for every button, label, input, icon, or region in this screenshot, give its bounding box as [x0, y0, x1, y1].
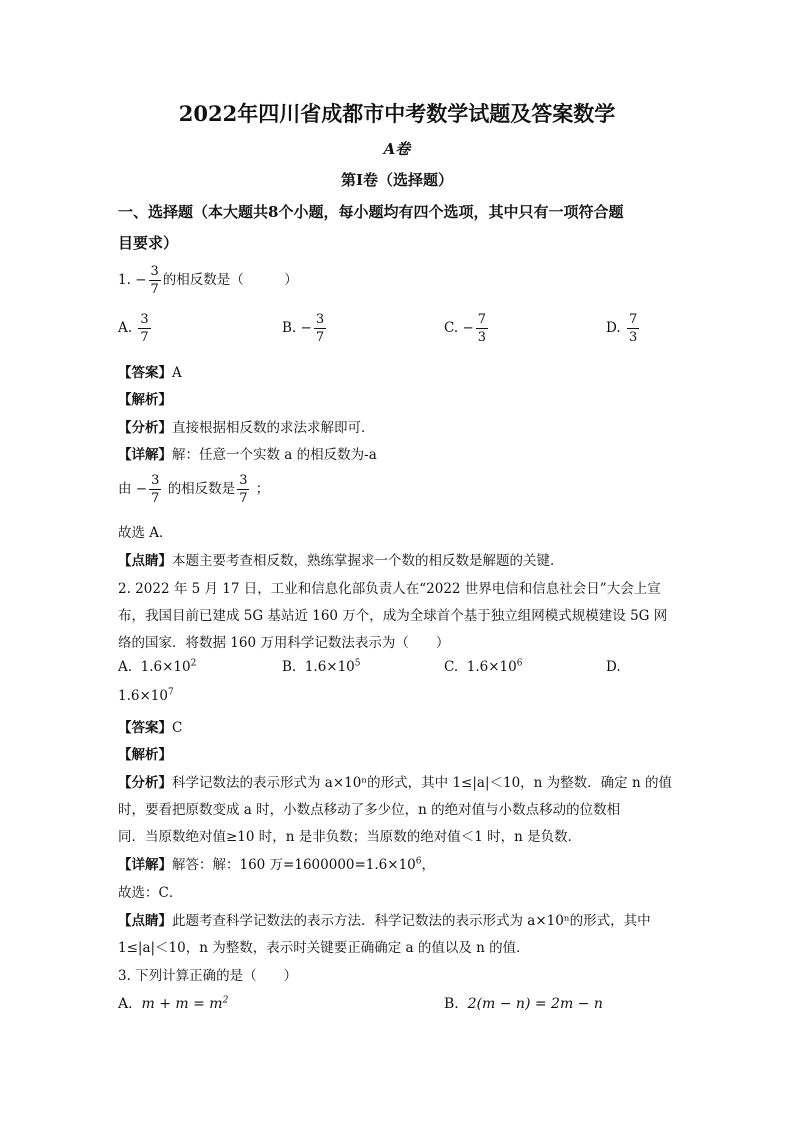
q1-frac-sign: −	[135, 272, 147, 288]
q1-stem-tail: 的相反数是（ ）	[162, 272, 298, 288]
q1-option-d: D. $\frac{7}{3}$	[606, 312, 638, 345]
q1-answer: 【答案】A	[118, 365, 182, 381]
q1-xiangjie: 【详解】解：任意一个实数 a 的相反数为-a	[118, 447, 377, 463]
q1-jiexi: 【解析】	[118, 392, 172, 408]
q2-fenxi-line1: 【分析】科学记数法的表示形式为 a×10ⁿ的形式，其中 1≤|a|＜10，n 为整数．确定 n 的值	[118, 775, 672, 791]
q2-option-d-label: D.	[606, 659, 621, 675]
q1-step: 由 − $\frac{3}{7}$ 的相反数是 $\frac{3}{7}$ ；	[118, 473, 270, 506]
q1-stem	[118, 265, 298, 296]
q1-option-b: B. − $\frac{3}{7}$	[282, 312, 325, 345]
q2-dianjing-line2: 1≤|a|＜10，n 为整数，表示时关键要正确确定 a 的值以及 n 的值．	[118, 940, 530, 956]
q2-choose: 故选：C．	[118, 885, 183, 901]
q1-fenxi: 【分析】直接根据相反数的求法求解即可．	[118, 420, 375, 436]
section-heading-line2: 目要求）	[118, 234, 179, 252]
q2-xiangjie: 【详解】解答：解：160 万$=1600000=1.6\times 10^6$，	[118, 856, 435, 873]
q2-answer: 【答案】C	[118, 720, 183, 736]
q2-fenxi-line3: 同．当原数绝对值≥10 时，n 是非负数；当原数的绝对值＜1 时，n 是负数．	[118, 829, 582, 845]
q3-option-b: B. 2(m − n) = 2m − n	[444, 996, 603, 1012]
q1-number: 1.	[118, 272, 131, 288]
q2-stem-line3: 络的国家．将数据 160 万用科学记数法表示为（ ）	[118, 635, 450, 651]
q2-option-a: A. $1.6\times 10^2$	[118, 658, 197, 675]
q2-option-c: C. $1.6\times 10^6$	[444, 658, 523, 675]
q1-fraction: $\frac{3}{7}$	[150, 264, 159, 297]
q1-dianjing: 【点睛】本题主要考查相反数，熟练掌握求一个数的相反数是解题的关键．	[118, 553, 564, 569]
q2-fenxi-line2: 时，要看把原数变成 a 时，小数点移动了多少位，n 的绝对值与小数点移动的位数相	[118, 802, 621, 818]
q1-choose: 故选 A．	[118, 525, 173, 541]
q3-stem: 3. 下列计算正确的是（ ）	[118, 968, 298, 984]
section-heading-line1: 一、选择题（本大题共8个小题，每小题均有四个选项，其中只有一项符合题	[118, 203, 624, 221]
q2-stem-line1: 2. 2022 年 5 月 17 日，工业和信息化部负责人在“2022 世界电信和信息社会日”大会上宣	[118, 581, 661, 597]
q2-jiexi: 【解析】	[118, 747, 172, 763]
page-title: 2022年四川省成都市中考数学试题及答案数学	[178, 101, 616, 126]
q2-stem-line2: 布，我国目前已建成 5G 基站近 160 万个，成为全球首个基于独立组网模式规模建设 5G 网	[118, 608, 668, 624]
q2-option-d-value: $1.6\times 10^7$	[118, 687, 174, 704]
q3-option-a: A. $m + m = m^2$	[118, 995, 229, 1012]
volume-label: A卷	[383, 140, 411, 158]
q1-option-a: A. $\frac{3}{7}$	[118, 312, 149, 345]
q1-option-c: C. − $\frac{7}{3}$	[444, 312, 487, 345]
q2-dianjing-line1: 【点睛】此题考查科学记数法的表示方法．科学记数法的表示形式为 a×10ⁿ的形式，其中	[118, 913, 651, 929]
q2-option-b: B. $1.6\times 10^5$	[282, 658, 361, 675]
part-label: 第Ⅰ卷（选择题）	[340, 171, 454, 189]
